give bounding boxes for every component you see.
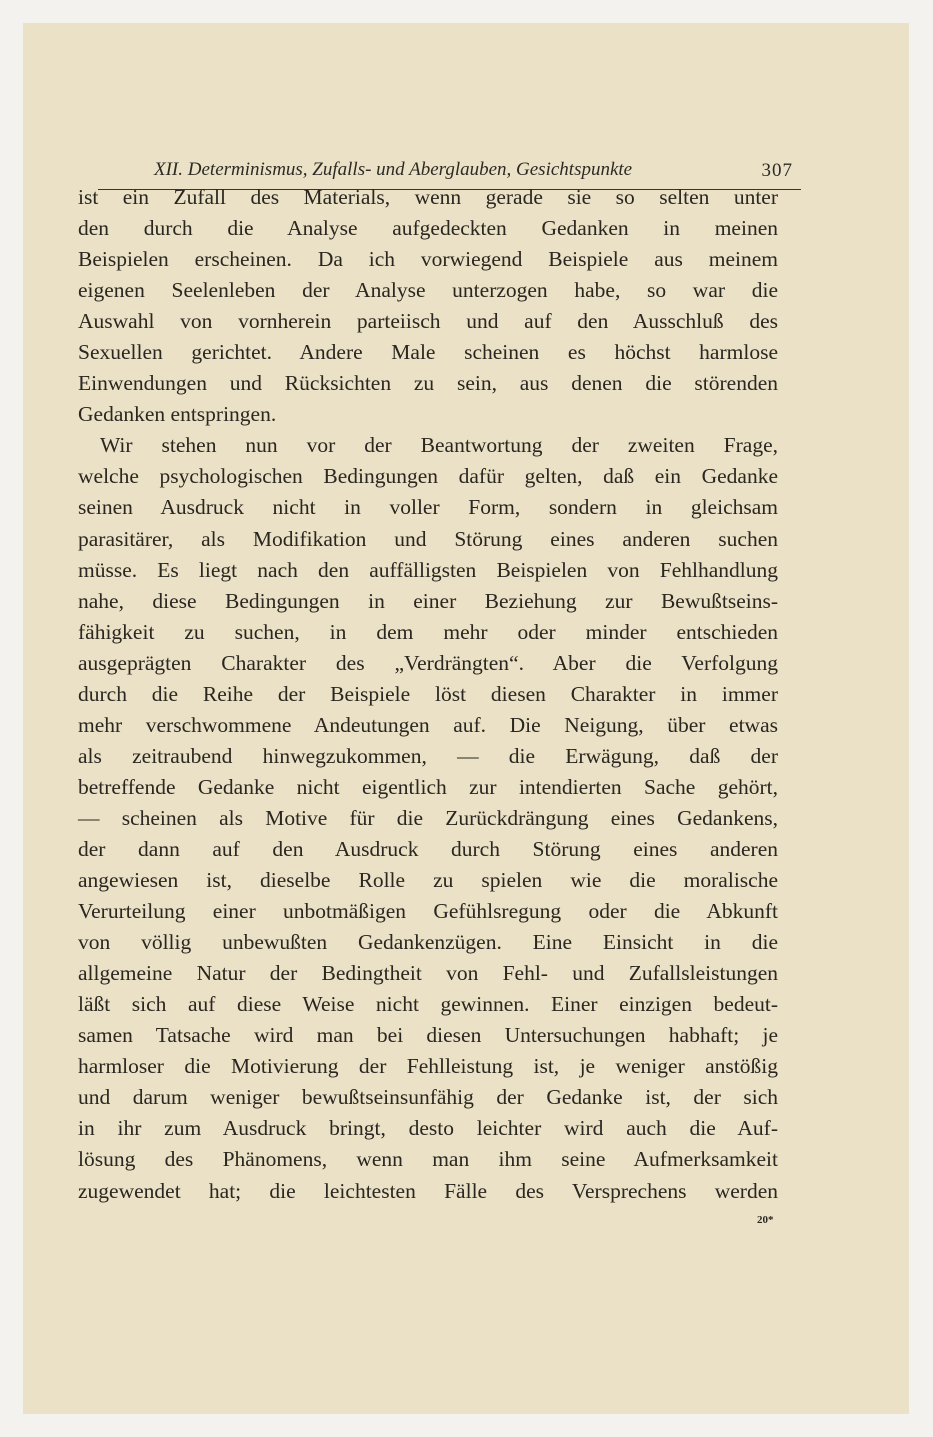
text-line: Auswahl von vornherein parteiisch und auf den Ausschluß des — [78, 309, 778, 334]
signature-mark: 20* — [757, 1214, 774, 1226]
text-line: angewiesen ist, dieselbe Rolle zu spielen wie die moralische — [78, 868, 778, 893]
text-line: und darum weniger bewußtseinsunfähig der Gedanke ist, der sich — [78, 1085, 778, 1110]
text-line: lösung des Phänomens, wenn man ihm seine Aufmerksamkeit — [78, 1147, 778, 1172]
text-line: — scheinen als Motive für die Zurückdrängung eines Gedankens, — [78, 805, 778, 830]
text-line: als zeitraubend hinwegzukommen, — die Erwägung, daß der — [78, 743, 778, 768]
text-line: Wir stehen nun vor der Beantwortung der zweiten Frage, — [100, 433, 778, 458]
text-line: Sexuellen gerichtet. Andere Male scheinen es höchst harmlose — [78, 340, 778, 365]
text-line: betreffende Gedanke nicht eigentlich zur intendierten Sache gehört, — [78, 774, 778, 799]
text-line: Einwendungen und Rücksichten zu sein, aus denen die störenden — [78, 371, 778, 396]
text-line: Gedanken entspringen. — [78, 402, 277, 427]
text-line: zugewendet hat; die leichtesten Fälle des Versprechens werden — [78, 1178, 778, 1203]
text-line: läßt sich auf diese Weise nicht gewinnen. Einer einzigen bedeut- — [78, 992, 778, 1017]
text-line: fähigkeit zu suchen, in dem mehr oder minder entschieden — [78, 619, 778, 644]
paragraph — [78, 430, 778, 1206]
text-line: welche psychologischen Bedingungen dafür gelten, daß ein Gedanke — [78, 464, 778, 489]
text-line: eigenen Seelenleben der Analyse unterzogen habe, so war die — [78, 278, 778, 303]
page-body-text — [78, 182, 778, 1207]
text-line: Verurteilung einer unbotmäßigen Gefühlsregung oder die Abkunft — [78, 899, 778, 924]
text-line: seinen Ausdruck nicht in voller Form, sondern in gleichsam — [78, 495, 778, 520]
text-line: mehr verschwommene Andeutungen auf. Die Neigung, über etwas — [78, 712, 778, 737]
text-line: der dann auf den Ausdruck durch Störung eines anderen — [78, 836, 778, 861]
text-line: ist ein Zufall des Materials, wenn gerade sie so selten unter — [78, 185, 778, 209]
text-line: den durch die Analyse aufgedeckten Gedanken in meinen — [78, 216, 778, 241]
text-line: nahe, diese Bedingungen in einer Beziehung zur Bewußtseins- — [78, 588, 778, 613]
text-line: samen Tatsache wird man bei diesen Untersuchungen habhaft; je — [78, 1023, 778, 1048]
text-line: allgemeine Natur der Bedingtheit von Fehl- und Zufallsleistungen — [78, 961, 778, 986]
text-line: parasitärer, als Modifikation und Störung eines anderen suchen — [78, 526, 778, 551]
running-title: XII. Determinismus, Zufalls- und Aberglauben, Gesichtspunkte — [154, 159, 633, 180]
text-line: durch die Reihe der Beispiele löst diesen Charakter in immer — [78, 681, 778, 706]
text-line: harmloser die Motivierung der Fehlleistung ist, je weniger anstößig — [78, 1054, 778, 1079]
text-line: in ihr zum Ausdruck bringt, desto leichter wird auch die Auf- — [78, 1116, 778, 1141]
text-line: müsse. Es liegt nach den auffälligsten Beispielen von Fehlhandlung — [78, 557, 778, 582]
text-line: Beispielen erscheinen. Da ich vorwiegend Beispiele aus meinem — [78, 247, 778, 272]
paragraph — [78, 182, 778, 430]
page-number: 307 — [761, 160, 793, 181]
text-line: von völlig unbewußten Gedankenzügen. Eine Einsicht in die — [78, 930, 778, 955]
text-line: ausgeprägten Charakter des „Verdrängten“. Aber die Verfolgung — [78, 650, 778, 675]
